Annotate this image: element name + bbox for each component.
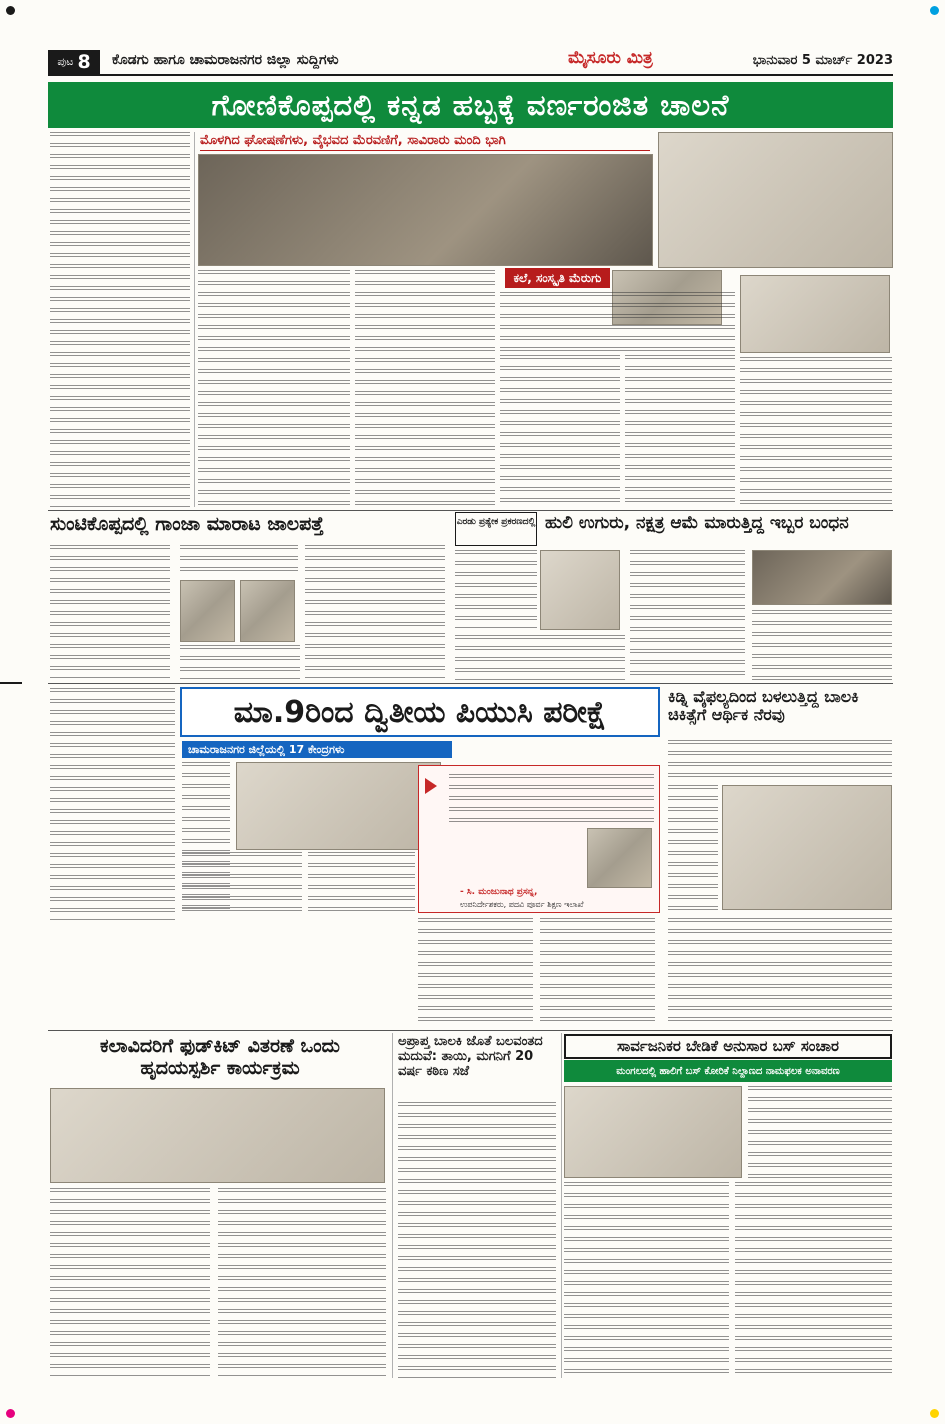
column-rule bbox=[392, 1033, 393, 1378]
tiger-story-column-1 bbox=[455, 550, 537, 630]
exam-story-column-2 bbox=[182, 852, 302, 914]
officer-portrait bbox=[587, 828, 652, 888]
tiger-claw-photo bbox=[752, 550, 892, 605]
ganja-story-column-1 bbox=[50, 545, 170, 680]
lead-photo-dignitaries bbox=[198, 154, 653, 266]
food-kit-story-column-1 bbox=[50, 1188, 210, 1378]
food-kit-photo bbox=[50, 1088, 385, 1183]
ganja-photo-accused-1 bbox=[180, 580, 235, 642]
exam-story-column-5 bbox=[540, 918, 655, 1028]
lead-story-column-1 bbox=[50, 132, 190, 507]
kidney-headline: ಕಿಡ್ನಿ ವೈಫಲ್ಯದಿಂದ ಬಳಲುತ್ತಿದ್ದ ಬಾಲಕಿ ಚಿಕಿತ್ಸೆಗೆ ಆರ್ಥಿಕ ನೆರವು bbox=[668, 687, 859, 725]
lead-story-column-4 bbox=[500, 292, 735, 352]
exam-subhead: ಚಾಮರಾಜನಗರ ಜಿಲ್ಲೆಯಲ್ಲಿ 17 ಕೇಂದ್ರಗಳು bbox=[182, 741, 452, 758]
bus-story-column-2 bbox=[564, 1182, 729, 1378]
lead-story-column-5 bbox=[500, 355, 620, 507]
registration-mark bbox=[930, 1409, 939, 1418]
crop-rule bbox=[0, 682, 22, 684]
tiger-headline: ಹುಲಿ ಉಗುರು, ನಕ್ಷತ್ರ ಆಮೆ ಮಾರುತ್ತಿದ್ದ ಇಬ್ಬರ ಬಂಧನ bbox=[545, 513, 849, 533]
exam-quote-text bbox=[449, 774, 654, 824]
court-headline: ಅಪ್ರಾಪ್ತ ಬಾಲಕಿ ಜೊತೆ ಬಲವಂತದ ಮದುವೆ: ತಾಯಿ, ಮಗನಿಗೆ 20 ವರ್ಷ ಕಠಿಣ ಸಜೆ bbox=[398, 1034, 543, 1079]
lead-photo-costume bbox=[740, 275, 890, 353]
tortoise-photo bbox=[540, 550, 620, 630]
exam-quote-box bbox=[418, 765, 660, 913]
ganja-photo-accused-2 bbox=[240, 580, 295, 642]
brief-health-camp bbox=[50, 688, 175, 816]
section-rule bbox=[48, 510, 893, 511]
ganja-story-column-3 bbox=[305, 545, 445, 680]
kidney-photo bbox=[722, 785, 892, 910]
section-rule bbox=[48, 683, 893, 684]
column-rule bbox=[194, 132, 195, 507]
lead-story-column-2 bbox=[198, 270, 350, 508]
kidney-story-column-1 bbox=[668, 740, 892, 782]
tiger-story-column-2 bbox=[455, 635, 625, 680]
bus-photo bbox=[564, 1086, 742, 1178]
ganja-headline: ಸುಂಟಿಕೊಪ್ಪದಲ್ಲಿ ಗಾಂಜಾ ಮಾರಾಟ ಜಾಲಪತ್ತೆ bbox=[50, 513, 324, 535]
exam-quote-signature: - ಸಿ. ಮಂಜುನಾಥ ಪ್ರಸನ್ನ, bbox=[460, 887, 538, 897]
exam-story-column-3 bbox=[308, 852, 415, 914]
bus-headline: ಸಾರ್ವಜನಿಕರ ಬೇಡಿಕೆ ಅನುಸಾರ ಬಸ್ ಸಂಚಾರ bbox=[564, 1034, 892, 1059]
ganja-story-column-2 bbox=[180, 645, 300, 680]
exam-story-column-4 bbox=[418, 918, 533, 1028]
registration-mark bbox=[6, 1409, 15, 1418]
food-kit-headline: ಕಲಾವಿದರಿಗೆ ಫುಡ್‌ಕಿಟ್ ವಿತರಣೆ ಒಂದು ಹೃದಯಸ್ಪರ್ಶಿ ಕಾರ್ಯಕ್ರಮ bbox=[100, 1035, 340, 1079]
bus-story-column-3 bbox=[735, 1182, 892, 1378]
exam-quote-role: ಉಪನಿರ್ದೇಶಕರು, ಪದವಿ ಪೂರ್ವ ಶಿಕ್ಷಣ ಇಲಾಖೆ bbox=[460, 900, 584, 909]
registration-mark bbox=[6, 6, 15, 15]
culture-caption: ಕಲೆ, ಸಂಸ್ಕೃತಿ ಮೆರುಗು bbox=[505, 268, 610, 288]
registration-mark bbox=[930, 6, 939, 15]
tiger-story-column-3 bbox=[630, 550, 745, 680]
page-number-box bbox=[48, 50, 100, 74]
court-story-column-1 bbox=[398, 1102, 556, 1378]
lead-subhead: ಮೊಳಗಿದ ಘೋಷಣೆಗಳು, ವೈಭವದ ಮೆರವಣಿಗೆ, ಸಾವಿರಾರು ಮಂದಿ ಭಾಗಿ bbox=[200, 133, 650, 151]
kidney-story-column-2 bbox=[668, 785, 718, 915]
exam-headline: ಮಾ.9ರಿಂದ ದ್ವಿತೀಯ ಪಿಯುಸಿ ಪರೀಕ್ಷೆ bbox=[180, 687, 660, 737]
brief-postal-scheme bbox=[50, 820, 175, 920]
column-rule bbox=[561, 1033, 562, 1378]
lead-story-column-7 bbox=[740, 357, 892, 507]
page-number: 8 bbox=[77, 51, 91, 73]
ganja-photo-caption bbox=[180, 545, 298, 575]
issue-date: ಭಾನುವಾರ 5 ಮಾರ್ಚ್ 2023 bbox=[752, 53, 893, 68]
masthead bbox=[48, 48, 893, 76]
bus-story-column-1 bbox=[748, 1086, 892, 1178]
food-kit-story-column-2 bbox=[218, 1188, 386, 1378]
play-triangle-icon bbox=[425, 778, 437, 794]
tiger-tag: ಎರಡು ಪ್ರತ್ಯೇಕ ಪ್ರಕರಣದಲ್ಲಿ bbox=[455, 512, 537, 546]
lead-story-column-6 bbox=[625, 355, 735, 507]
page-prefix: ಪುಟ bbox=[57, 55, 74, 68]
tiger-story-column-4 bbox=[752, 610, 892, 680]
section-title: ಕೊಡಗು ಹಾಗೂ ಚಾಮರಾಜನಗರ ಜಿಲ್ಲಾ ಸುದ್ದಿಗಳು bbox=[112, 52, 339, 68]
kidney-story-column-3 bbox=[668, 918, 892, 1028]
lead-story-column-3 bbox=[355, 270, 495, 508]
bus-subhead: ಮಂಗಲದಲ್ಲಿ ಹಾಲಿಗೆ ಬಸ್ ಕೋರಿಕೆ ನಿಲ್ದಾಣದ ನಾಮಫಲಕ ಅನಾವರಣ bbox=[564, 1060, 892, 1082]
paper-name: ಮೈಸೂರು ಮಿತ್ರ bbox=[568, 48, 653, 68]
section-rule bbox=[48, 1030, 893, 1031]
exam-photo bbox=[236, 762, 441, 850]
lead-photo-procession bbox=[658, 132, 893, 268]
lead-headline: ಗೋಣಿಕೊಪ್ಪದಲ್ಲಿ ಕನ್ನಡ ಹಬ್ಬಕ್ಕೆ ವರ್ಣರಂಜಿತ ಚಾಲನೆ bbox=[48, 82, 893, 128]
